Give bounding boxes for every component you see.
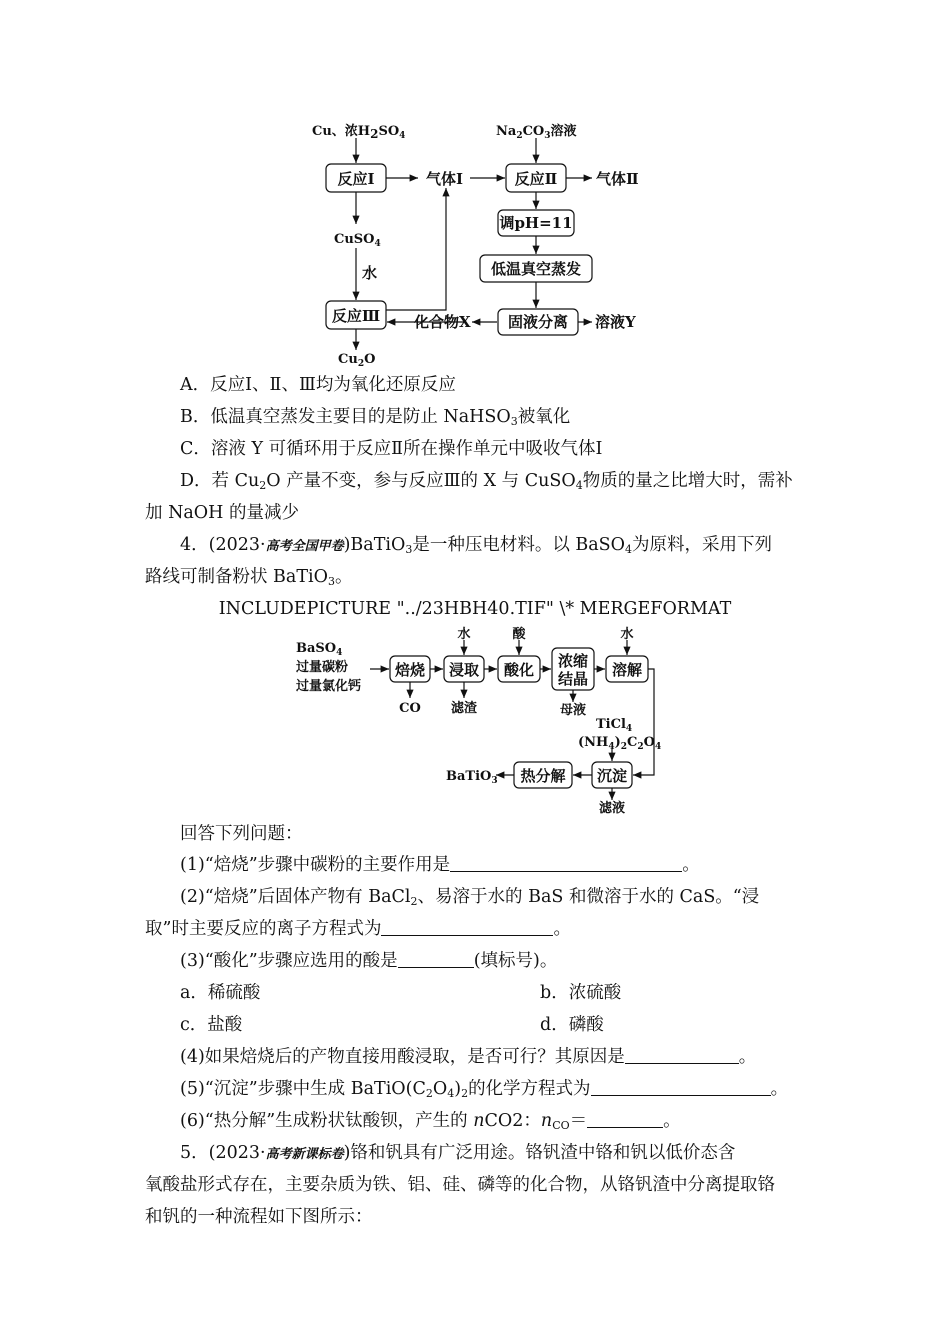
answer-blank-3[interactable] bbox=[398, 949, 474, 968]
svg-text:Na2CO3溶液: $Na_2CO_3$溶液 bbox=[496, 124, 577, 141]
svg-text:溶液Y: 溶液Y bbox=[595, 313, 636, 331]
answer-blank-1[interactable] bbox=[450, 853, 682, 872]
svg-text:反应Ⅱ: 反应Ⅱ bbox=[514, 170, 558, 188]
svg-text:酸化: 酸化 bbox=[503, 661, 535, 679]
answer-blank-5[interactable] bbox=[591, 1077, 771, 1096]
svg-text:TiCl4: TiCl$_4$ bbox=[596, 717, 633, 734]
option-c: C．溶液 Y 可循环用于反应Ⅱ所在操作单元中吸收气体Ⅰ bbox=[180, 439, 603, 459]
q4-part5: (5)“沉淀”步骤中生成 $BaTiO(C_2O_4)_2$的化学方程式为 。 bbox=[180, 1079, 789, 1100]
q4-source: 高考全国甲卷 bbox=[265, 539, 344, 554]
option-b: B．低温真空蒸发主要目的是防止 NaHSO$_3$被氧化 bbox=[180, 407, 571, 428]
q4-intro-cont: 路线可制备粉状 BaTiO$_3$。 bbox=[145, 567, 353, 588]
choice-a: a．稀硫酸 bbox=[180, 983, 261, 1003]
choice-c: c．盐酸 bbox=[180, 1015, 243, 1035]
answer-blank-2[interactable] bbox=[381, 917, 553, 936]
svg-text:滤液: 滤液 bbox=[598, 801, 626, 816]
svg-text:BaSO4: BaSO$_4$ bbox=[296, 641, 343, 658]
q4-part2-cont: 取”时主要反应的离子方程式为 。 bbox=[145, 919, 571, 939]
svg-text:母液: 母液 bbox=[559, 703, 587, 718]
q5-source: 高考新课标卷 bbox=[265, 1147, 344, 1162]
answer-prompt: 回答下列问题： bbox=[180, 824, 303, 844]
svg-text:BaTiO3: BaTiO$_3$ bbox=[446, 769, 498, 786]
svg-text:过量碳粉: 过量碳粉 bbox=[296, 660, 349, 675]
svg-text:酸: 酸 bbox=[512, 627, 526, 642]
answer-blank-6[interactable] bbox=[587, 1109, 663, 1128]
choice-b: b．浓硫酸 bbox=[540, 983, 622, 1003]
q5-line3: 和钒的一种流程如下图所示： bbox=[145, 1207, 373, 1227]
answer-blank-4[interactable] bbox=[625, 1045, 739, 1064]
q5-intro: 5．(2023·高考新课标卷)铬和钒具有广泛用途。铬钒渣中铬和钒以低价态含 bbox=[180, 1143, 736, 1163]
svg-text:气体Ⅰ: 气体Ⅰ bbox=[426, 170, 464, 188]
choice-d: d．磷酸 bbox=[540, 1015, 604, 1035]
svg-text:(NH4)2C2O4: $(NH_4)_2C_2O_4$ bbox=[578, 735, 662, 752]
svg-text:CuSO4: CuSO$_4$ bbox=[334, 232, 381, 249]
option-d-cont: 加 NaOH 的量减少 bbox=[145, 503, 299, 523]
svg-text:滤渣: 滤渣 bbox=[450, 701, 478, 716]
svg-text:Cu、浓H2SO4: Cu、浓$H2SO_4$ bbox=[312, 124, 406, 141]
option-a: A．反应Ⅰ、Ⅱ、Ⅲ均为氧化还原反应 bbox=[180, 375, 456, 395]
svg-text:CO: CO bbox=[399, 701, 421, 716]
q4-part6: (6)“热分解”生成粉状钛酸钡，产生的 nCO2：$n_{CO}=$ 。 bbox=[180, 1111, 681, 1132]
svg-text:Cu2O: $Cu_2O$ bbox=[338, 352, 376, 369]
svg-text:浸取: 浸取 bbox=[448, 661, 480, 679]
option-d: D．若 $Cu_2O$ 产量不变，参与反应Ⅲ的 X 与 CuSO$_4$物质的量之比增大时，需补 bbox=[180, 471, 793, 492]
svg-text:气体Ⅱ: 气体Ⅱ bbox=[596, 170, 639, 188]
svg-text:浓缩: 浓缩 bbox=[557, 652, 589, 670]
svg-text:水: 水 bbox=[457, 627, 471, 642]
svg-text:沉淀: 沉淀 bbox=[596, 767, 628, 785]
svg-text:调pH=11: 调pH=11 bbox=[499, 214, 573, 232]
q5-line2: 氧酸盐形式存在，主要杂质为铁、铝、硅、磷等的化合物，从铬钒渣中分离提取铬 bbox=[145, 1175, 775, 1195]
svg-text:水: 水 bbox=[362, 264, 378, 282]
svg-text:焙烧: 焙烧 bbox=[394, 661, 426, 679]
q4-intro: 4．(2023·高考全国甲卷)BaTiO$_3$是一种压电材料。以 BaSO$_4$为原料，采用下列 bbox=[180, 535, 773, 556]
svg-text:固液分离: 固液分离 bbox=[507, 313, 569, 331]
q4-part1: (1)“焙烧”步骤中碳粉的主要作用是 。 bbox=[180, 855, 700, 875]
svg-text:溶解: 溶解 bbox=[611, 661, 643, 679]
svg-text:化合物X: 化合物X bbox=[414, 313, 471, 331]
svg-text:水: 水 bbox=[620, 627, 634, 642]
svg-text:热分解: 热分解 bbox=[520, 767, 566, 785]
q4-part2: (2)“焙烧”后固体产物有 BaCl$_2$、易溶于水的 BaS 和微溶于水的 CaS。“浸 bbox=[180, 887, 760, 908]
q4-part3: (3)“酸化”步骤应选用的酸是 (填标号)。 bbox=[180, 951, 558, 971]
svg-text:反应Ⅰ: 反应Ⅰ bbox=[337, 170, 375, 188]
svg-text:过量氯化钙: 过量氯化钙 bbox=[296, 679, 362, 694]
q4-part4: (4)如果焙烧后的产物直接用酸浸取，是否可行？其原因是 。 bbox=[180, 1047, 757, 1067]
include-picture-field: INCLUDEPICTURE "../23HBH40.TIF" \* MERGEFORMAT bbox=[218, 599, 732, 619]
flowchart-copper bbox=[290, 118, 670, 370]
svg-text:低温真空蒸发: 低温真空蒸发 bbox=[490, 260, 582, 278]
flowchart-batio3 bbox=[290, 624, 670, 820]
svg-text:结晶: 结晶 bbox=[557, 670, 589, 688]
svg-text:反应Ⅲ: 反应Ⅲ bbox=[331, 307, 381, 325]
